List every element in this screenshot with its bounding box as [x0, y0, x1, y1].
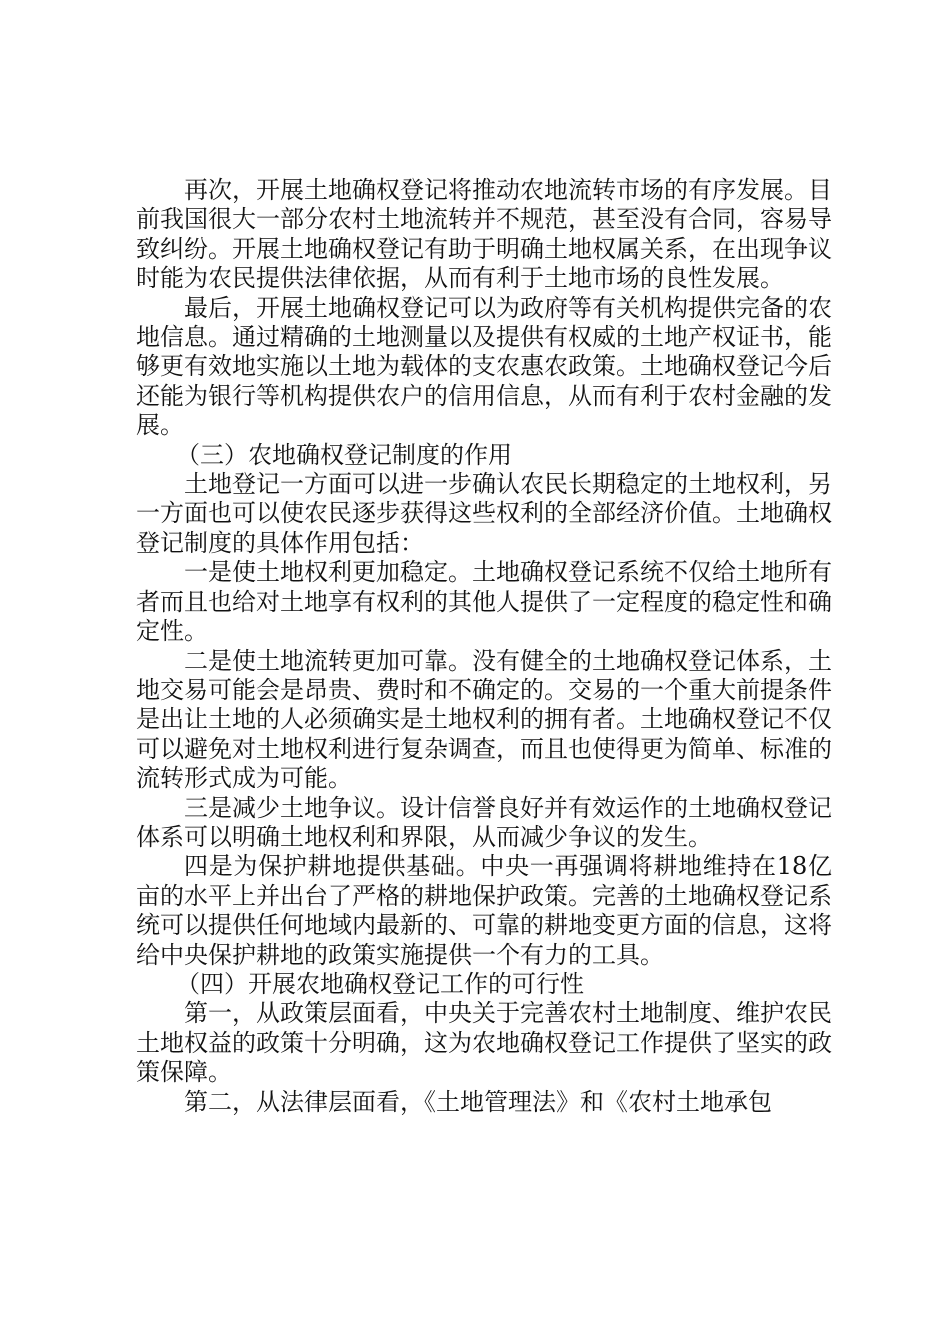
paragraph: 再次，开展土地确权登记将推动农地流转市场的有序发展。目前我国很大一部分农村土地流转并不规范，甚至没有合同，容易导致纠纷。开展土地确权登记有助于明确土地权属关系，在出现争议时能为农民提供法律依据，从而有利于土地市场的良性发展。: [136, 176, 832, 293]
paragraph: 土地登记一方面可以进一步确认农民长期稳定的土地权利，另一方面也可以使农民逐步获得这些权利的全部经济价值。土地确权登记制度的具体作用包括：: [136, 470, 832, 557]
section-heading: （四）开展农地确权登记工作的可行性: [176, 969, 584, 998]
paragraph: 四是为保护耕地提供基础。中央一再强调将耕地维持在18亿亩的水平上并出台了严格的耕地保护政策。完善的土地确权登记系统可以提供任何地域内最新的、可靠的耕地变更方面的信息，这将给中央保护耕地的政策实施提供一个有力的工具。: [136, 852, 832, 969]
paragraph: 二是使土地流转更加可靠。没有健全的土地确权登记体系，土地交易可能会是昂贵、费时和不确定的。交易的一个重大前提条件是出让土地的人必须确实是土地权利的拥有者。土地确权登记不仅可以避免对土地权利进行复杂调查，而且也使得更为简单、标准的流转形式成为可能。: [136, 646, 832, 793]
paragraph: 第二，从法律层面看，《土地管理法》和《农村土地承包: [184, 1087, 772, 1116]
document-body: [136, 176, 832, 1117]
paragraph: 三是减少土地争议。设计信誉良好并有效运作的土地确权登记体系可以明确土地权利和界限，从而减少争议的发生。: [136, 793, 832, 851]
paragraph: 一是使土地权利更加稳定。土地确权登记系统不仅给土地所有者而且也给对土地享有权利的其他人提供了一定程度的稳定性和确定性。: [136, 558, 832, 646]
section-heading: （三）农地确权登记制度的作用: [176, 440, 512, 469]
paragraph: 最后，开展土地确权登记可以为政府等有关机构提供完备的农地信息。通过精确的土地测量以及提供有权威的土地产权证书，能够更有效地实施以土地为载体的支农惠农政策。土地确权登记今后还能为银行等机构提供农户的信用信息，从而有利于农村金融的发展。: [136, 293, 832, 440]
paragraph: 第一，从政策层面看，中央关于完善农村土地制度、维护农民土地权益的政策十分明确，这为农地确权登记工作提供了坚实的政策保障。: [136, 999, 832, 1087]
